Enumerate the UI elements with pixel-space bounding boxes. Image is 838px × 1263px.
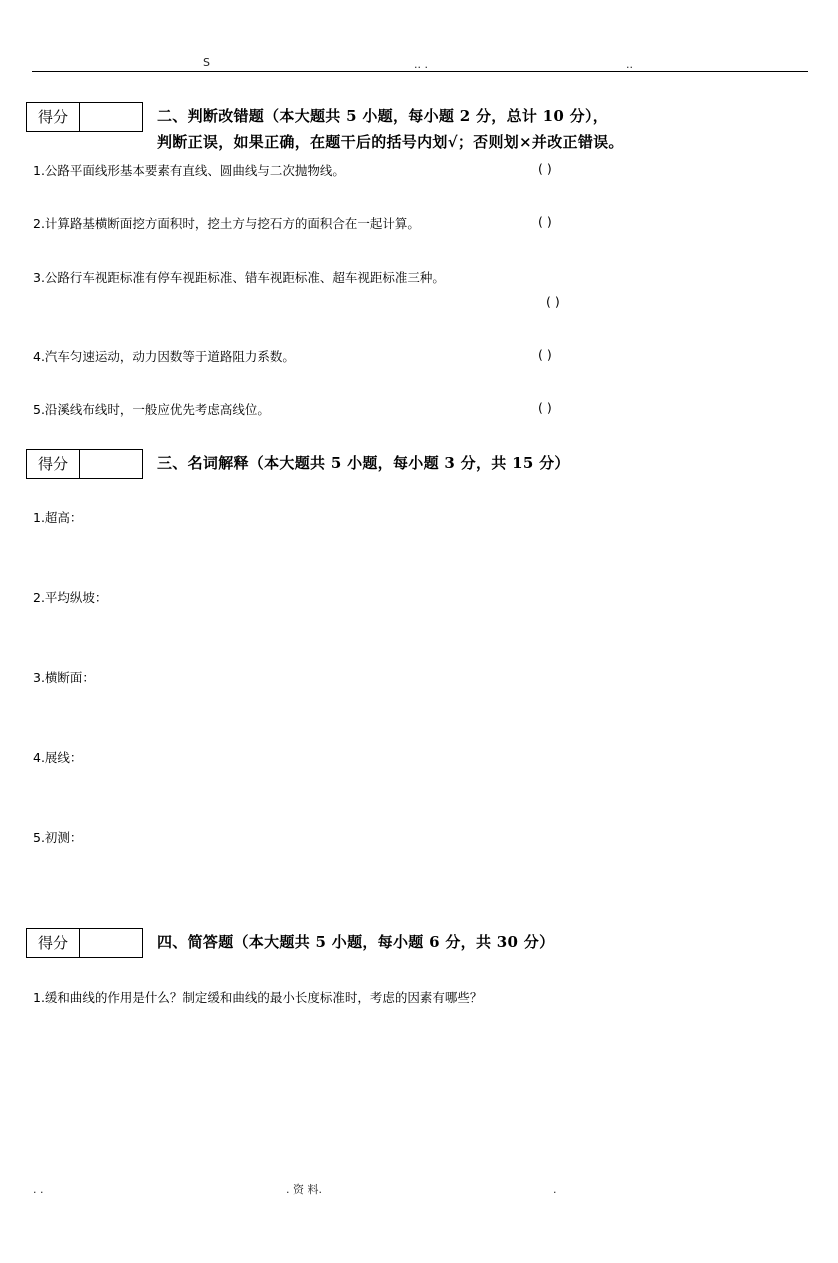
term-3: 3.横断面：	[33, 670, 95, 685]
score-value-field[interactable]	[80, 929, 142, 957]
tf-question-5: 5.沿溪线布线时，一般应优先考虑高线位。	[33, 402, 270, 417]
footer-center-text: . 资 料.	[286, 1183, 322, 1196]
score-label: 得分	[27, 929, 80, 957]
footer-left-mark: . .	[33, 1183, 44, 1196]
score-box-section3	[26, 449, 143, 479]
score-label: 得分	[27, 103, 80, 131]
header-mark-s: S	[203, 56, 210, 69]
term-4: 4.展线：	[33, 750, 83, 765]
term-5: 5.初测：	[33, 830, 83, 845]
score-value-field[interactable]	[80, 450, 142, 478]
tf-answer-3[interactable]: ( )	[546, 294, 560, 309]
term-2: 2.平均纵坡：	[33, 590, 108, 605]
score-label: 得分	[27, 450, 80, 478]
short-answer-question-1: 1.缓和曲线的作用是什么？制定缓和曲线的最小长度标准时，考虑的因素有哪些？	[33, 990, 483, 1005]
section4-title: 四、简答题（本大题共 5 小题，每小题 6 分，共 30 分）	[157, 933, 555, 951]
section3-title: 三、名词解释（本大题共 5 小题，每小题 3 分，共 15 分）	[157, 454, 570, 472]
score-box-section4	[26, 928, 143, 958]
score-box-section2	[26, 102, 143, 132]
term-1: 1.超高：	[33, 510, 83, 525]
header-mark-mid: .. .	[414, 58, 428, 71]
header-rule	[32, 71, 808, 72]
tf-answer-1[interactable]: ( )	[538, 161, 552, 176]
tf-answer-4[interactable]: ( )	[538, 347, 552, 362]
header-mark-right: ..	[626, 58, 633, 71]
tf-answer-2[interactable]: ( )	[538, 214, 552, 229]
tf-question-1: 1.公路平面线形基本要素有直线、圆曲线与二次抛物线。	[33, 163, 345, 178]
tf-question-2: 2.计算路基横断面挖方面积时，挖土方与挖石方的面积合在一起计算。	[33, 216, 420, 231]
tf-question-3: 3.公路行车视距标准有停车视距标准、错车视距标准、超车视距标准三种。	[33, 270, 445, 285]
score-value-field[interactable]	[80, 103, 142, 131]
section2-title-line1: 二、判断改错题（本大题共 5 小题，每小题 2 分，总计 10 分），	[157, 107, 609, 125]
tf-answer-5[interactable]: ( )	[538, 400, 552, 415]
tf-question-4: 4.汽车匀速运动，动力因数等于道路阻力系数。	[33, 349, 295, 364]
footer-right-mark: .	[553, 1183, 557, 1196]
section2-title-line2: 判断正误，如果正确，在题干后的括号内划√；否则划×并改正错误。	[157, 133, 624, 151]
